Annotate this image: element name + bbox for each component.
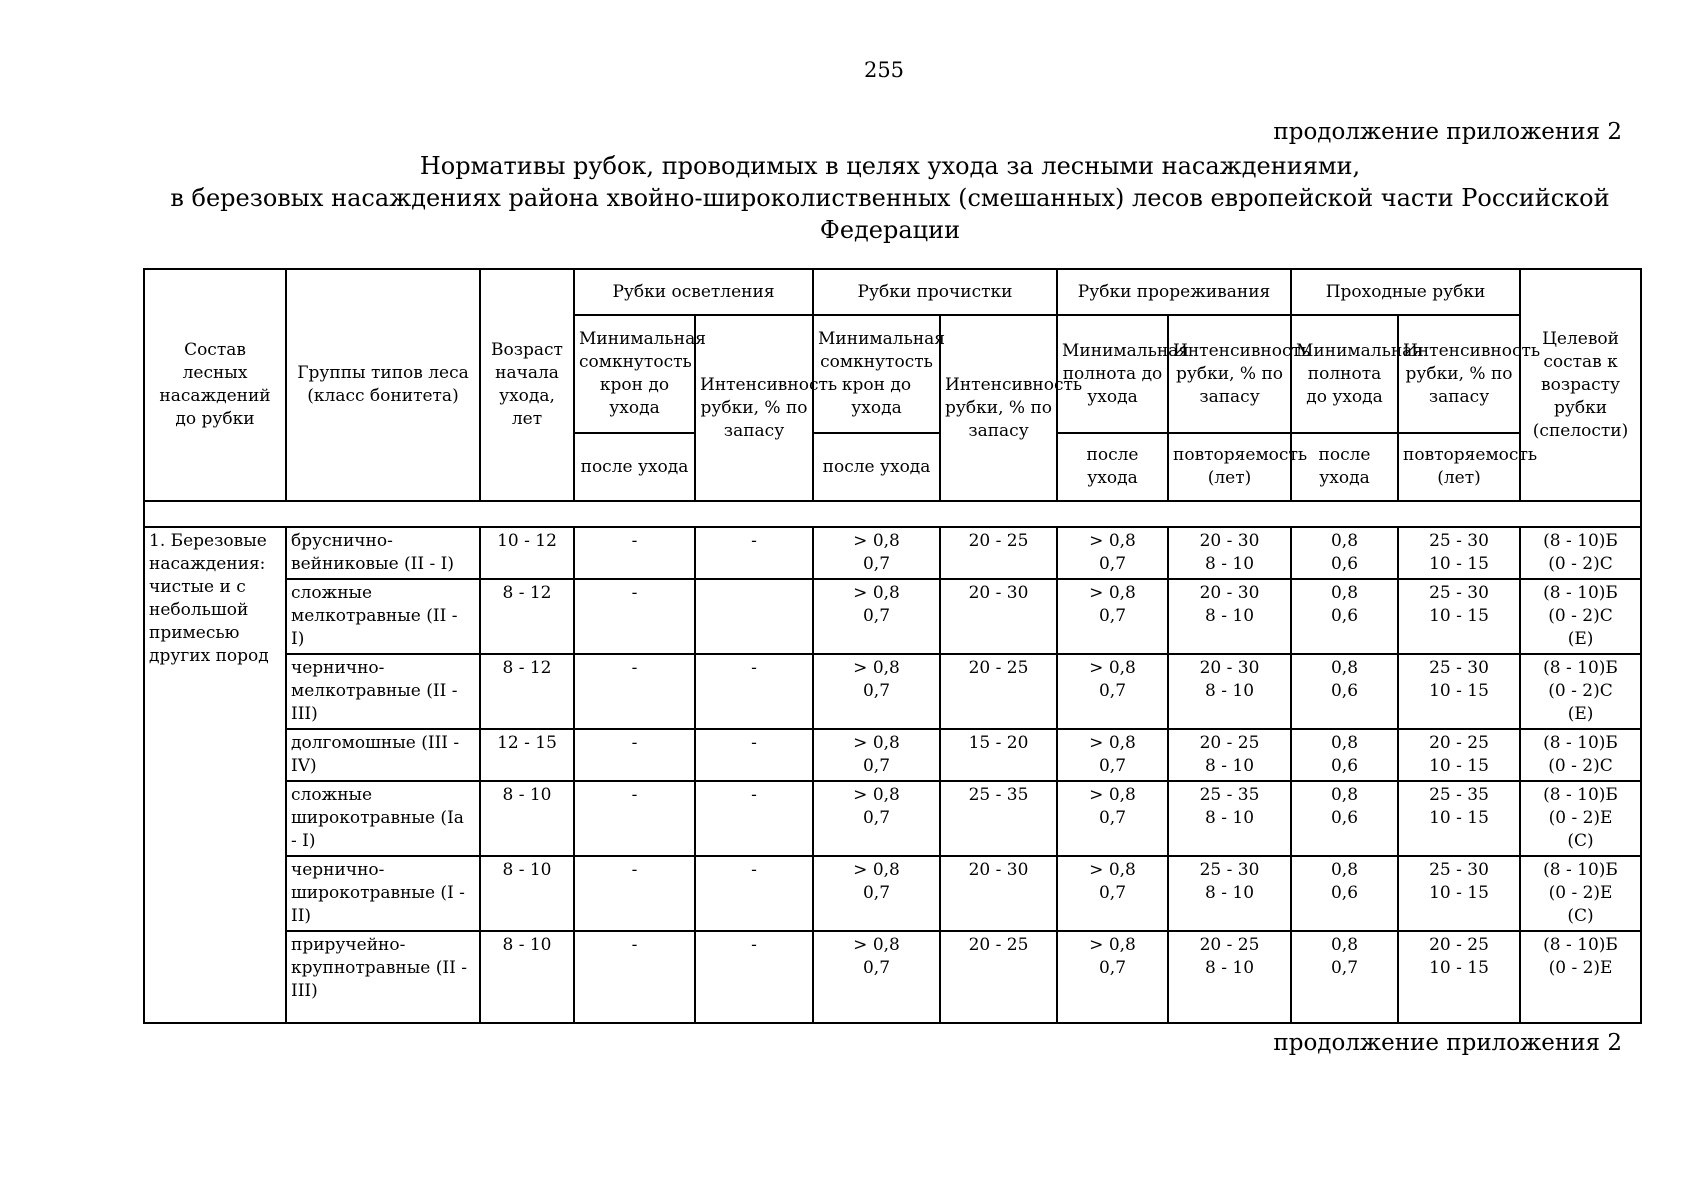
- forest-type-cell: долгомошные (III - IV): [286, 729, 480, 781]
- clearing-intensity-cell: [695, 579, 813, 654]
- passing-intensity-cell: 25 - 30 10 - 15: [1398, 579, 1520, 654]
- clearing-intensity-cell: -: [695, 931, 813, 1023]
- clearing-intensity-cell: -: [695, 654, 813, 729]
- start-age-cell: 8 - 10: [480, 781, 574, 856]
- clearing-min-cell: -: [574, 579, 695, 654]
- header-forest-groups: Группы типов леса (класс бонитета): [286, 269, 480, 501]
- thinning-min-cell: > 0,8 0,7: [1057, 931, 1168, 1023]
- cleaning-intensity-cell: 20 - 25: [940, 654, 1057, 729]
- clearing-min-cell: -: [574, 931, 695, 1023]
- table-row: [144, 527, 1641, 579]
- continuation-note-bottom: продолжение приложения 2: [1273, 1030, 1622, 1056]
- thinning-min-cell: > 0,8 0,7: [1057, 729, 1168, 781]
- header-target: Целевой состав к возрасту рубки (спелости): [1520, 269, 1641, 501]
- header-start-age: Возраст начала ухода, лет: [480, 269, 574, 501]
- cleaning-min-cell: > 0,8 0,7: [813, 729, 940, 781]
- passing-intensity-cell: 25 - 35 10 - 15: [1398, 781, 1520, 856]
- table-row: [144, 729, 1641, 781]
- thinning-min-cell: > 0,8 0,7: [1057, 527, 1168, 579]
- target-cell: (8 - 10)Б (0 - 2)С: [1520, 527, 1641, 579]
- clearing-intensity-cell: -: [695, 729, 813, 781]
- forest-type-cell: сложные мелкотравные (II - I): [286, 579, 480, 654]
- passing-min-cell: 0,8 0,6: [1291, 781, 1398, 856]
- table-row: [144, 654, 1641, 729]
- header-passing-repeat: повторяемость (лет): [1398, 433, 1520, 501]
- cleaning-min-cell: > 0,8 0,7: [813, 579, 940, 654]
- table-header: [144, 269, 1641, 501]
- passing-intensity-cell: 20 - 25 10 - 15: [1398, 931, 1520, 1023]
- table-body: [144, 501, 1641, 1023]
- thinning-min-cell: > 0,8 0,7: [1057, 579, 1168, 654]
- passing-intensity-cell: 20 - 25 10 - 15: [1398, 729, 1520, 781]
- table-row: [144, 579, 1641, 654]
- header-passing-after: после ухода: [1291, 433, 1398, 501]
- header-cleaning-after: после ухода: [813, 433, 940, 501]
- passing-min-cell: 0,8 0,7: [1291, 931, 1398, 1023]
- target-cell: (8 - 10)Б (0 - 2)С (Е): [1520, 579, 1641, 654]
- clearing-min-cell: -: [574, 527, 695, 579]
- document-title: [150, 150, 1630, 246]
- header-thinning-intensity: Интенсивность рубки, % по запасу: [1168, 315, 1291, 433]
- cleaning-min-cell: > 0,8 0,7: [813, 527, 940, 579]
- header-passing-min: Минимальная полнота до ухода: [1291, 315, 1398, 433]
- header-cleaning-intensity: Интенсивность рубки, % по запасу: [940, 315, 1057, 501]
- header-clearing-intensity: Интенсивность рубки, % по запасу: [695, 315, 813, 501]
- header-thinning-after: после ухода: [1057, 433, 1168, 501]
- title-line-3: Федерации: [819, 216, 961, 244]
- start-age-cell: 8 - 12: [480, 579, 574, 654]
- header-thinning-repeat: повторяемость (лет): [1168, 433, 1291, 501]
- thinning-intensity-cell: 20 - 30 8 - 10: [1168, 654, 1291, 729]
- start-age-cell: 8 - 10: [480, 856, 574, 931]
- passing-intensity-cell: 25 - 30 10 - 15: [1398, 654, 1520, 729]
- target-cell: (8 - 10)Б (0 - 2)Е (С): [1520, 856, 1641, 931]
- cleaning-min-cell: > 0,8 0,7: [813, 654, 940, 729]
- cleaning-intensity-cell: 25 - 35: [940, 781, 1057, 856]
- passing-min-cell: 0,8 0,6: [1291, 856, 1398, 931]
- forest-type-cell: бруснично-вейниковые (II - I): [286, 527, 480, 579]
- cleaning-min-cell: > 0,8 0,7: [813, 781, 940, 856]
- cleaning-min-cell: > 0,8 0,7: [813, 931, 940, 1023]
- forest-type-cell: чернично-широкотравные (I - II): [286, 856, 480, 931]
- clearing-intensity-cell: -: [695, 527, 813, 579]
- table-row: [144, 931, 1641, 1023]
- header-clearing: Рубки осветления: [574, 269, 813, 315]
- forest-type-cell: сложные широкотравные (Ia - I): [286, 781, 480, 856]
- header-cleaning-min: Минимальная сомкнутость крон до ухода: [813, 315, 940, 433]
- cleaning-intensity-cell: 20 - 30: [940, 856, 1057, 931]
- start-age-cell: 8 - 12: [480, 654, 574, 729]
- target-cell: (8 - 10)Б (0 - 2)Е (С): [1520, 781, 1641, 856]
- thinning-intensity-cell: 25 - 30 8 - 10: [1168, 856, 1291, 931]
- passing-min-cell: 0,8 0,6: [1291, 654, 1398, 729]
- header-passing-intensity: Интенсивность рубки, % по запасу: [1398, 315, 1520, 433]
- passing-intensity-cell: 25 - 30 10 - 15: [1398, 856, 1520, 931]
- header-thinning: Рубки прореживания: [1057, 269, 1291, 315]
- cleaning-min-cell: > 0,8 0,7: [813, 856, 940, 931]
- forest-type-cell: приручейно-крупнотравные (II - III): [286, 931, 480, 1023]
- target-cell: (8 - 10)Б (0 - 2)С (Е): [1520, 654, 1641, 729]
- header-passing: Проходные рубки: [1291, 269, 1520, 315]
- cleaning-intensity-cell: 15 - 20: [940, 729, 1057, 781]
- norms-table: [143, 268, 1642, 1024]
- cleaning-intensity-cell: 20 - 25: [940, 931, 1057, 1023]
- cleaning-intensity-cell: 20 - 30: [940, 579, 1057, 654]
- thinning-intensity-cell: 20 - 30 8 - 10: [1168, 579, 1291, 654]
- header-thinning-min: Минимальная полнота до ухода: [1057, 315, 1168, 433]
- clearing-intensity-cell: -: [695, 781, 813, 856]
- passing-min-cell: 0,8 0,6: [1291, 527, 1398, 579]
- cleaning-intensity-cell: 20 - 25: [940, 527, 1057, 579]
- spacer-row: [144, 501, 1641, 527]
- target-cell: (8 - 10)Б (0 - 2)Е: [1520, 931, 1641, 1023]
- start-age-cell: 12 - 15: [480, 729, 574, 781]
- title-line-2: в березовых насаждениях района хвойно-широколиственных (смешанных) лесов европейской части Российской: [170, 184, 1610, 212]
- thinning-intensity-cell: 25 - 35 8 - 10: [1168, 781, 1291, 856]
- table-row: [144, 856, 1641, 931]
- passing-min-cell: 0,8 0,6: [1291, 729, 1398, 781]
- page-number: 255: [863, 58, 905, 82]
- start-age-cell: 8 - 10: [480, 931, 574, 1023]
- clearing-min-cell: -: [574, 729, 695, 781]
- target-cell: (8 - 10)Б (0 - 2)С: [1520, 729, 1641, 781]
- clearing-min-cell: -: [574, 781, 695, 856]
- clearing-min-cell: -: [574, 654, 695, 729]
- start-age-cell: 10 - 12: [480, 527, 574, 579]
- clearing-intensity-cell: -: [695, 856, 813, 931]
- passing-intensity-cell: 25 - 30 10 - 15: [1398, 527, 1520, 579]
- thinning-min-cell: > 0,8 0,7: [1057, 856, 1168, 931]
- header-clearing-min: Минимальная сомкнутость крон до ухода: [574, 315, 695, 433]
- thinning-min-cell: > 0,8 0,7: [1057, 781, 1168, 856]
- thinning-intensity-cell: 20 - 25 8 - 10: [1168, 729, 1291, 781]
- table-row: [144, 781, 1641, 856]
- thinning-intensity-cell: 20 - 25 8 - 10: [1168, 931, 1291, 1023]
- continuation-note-top: продолжение приложения 2: [1273, 119, 1622, 145]
- header-cleaning: Рубки прочистки: [813, 269, 1057, 315]
- header-clearing-after: после ухода: [574, 433, 695, 501]
- clearing-min-cell: -: [574, 856, 695, 931]
- thinning-min-cell: > 0,8 0,7: [1057, 654, 1168, 729]
- group-label: 1. Березовые насаждения: чистые и с небольшой примесью других пород: [144, 527, 286, 1023]
- header-composition: Состав лесных насаждений до рубки: [144, 269, 286, 501]
- thinning-intensity-cell: 20 - 30 8 - 10: [1168, 527, 1291, 579]
- passing-min-cell: 0,8 0,6: [1291, 579, 1398, 654]
- forest-type-cell: чернично-мелкотравные (II - III): [286, 654, 480, 729]
- title-line-1: Нормативы рубок, проводимых в целях ухода за лесными насаждениями,: [419, 152, 1361, 180]
